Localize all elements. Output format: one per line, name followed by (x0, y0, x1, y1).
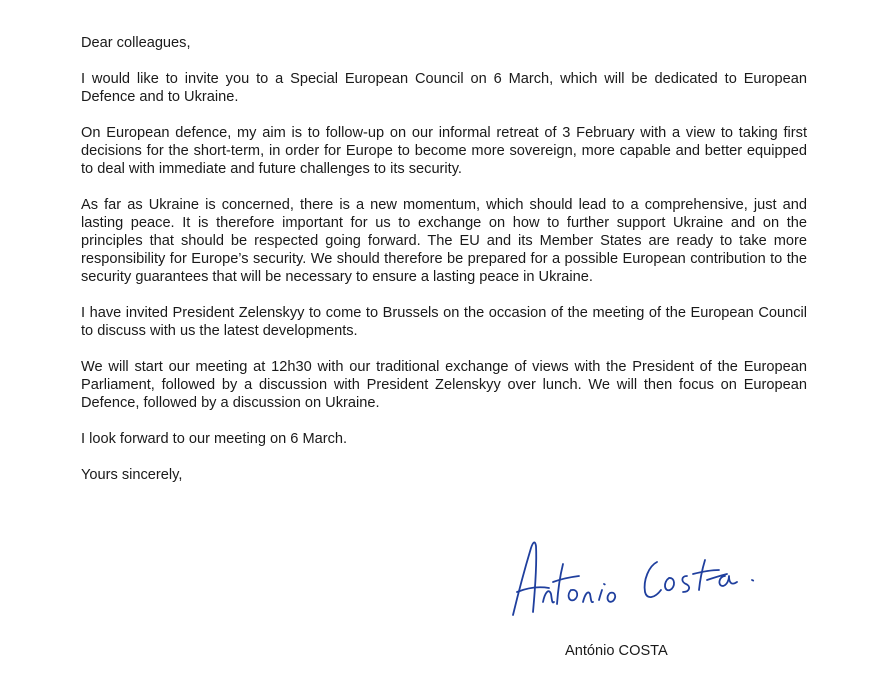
paragraph-ukraine: As far as Ukraine is concerned, there is a new momentum, which should lead to a comprehensive, just and lasting peace. It is therefore important for us to exchange on how to further support Ukraine and on the principles that should be respected going forward. The EU and its Member States are ready to take more responsibility for Europe’s security. We should therefore be prepared for a possible European contribution to the security guarantees that will be necessary to ensure a lasting peace in Ukraine. (81, 197, 807, 285)
signature-drawing (505, 530, 785, 630)
closing: Yours sincerely, (81, 467, 183, 483)
handwritten-signature (505, 530, 785, 630)
letter-body (81, 34, 807, 502)
signer-name: António COSTA (565, 643, 668, 659)
salutation: Dear colleagues, (81, 35, 191, 51)
paragraph-invitation: I would like to invite you to a Special European Council on 6 March, which will be dedicated to European Defence and to Ukraine. (81, 71, 807, 105)
paragraph-schedule: We will start our meeting at 12h30 with our traditional exchange of views with the President of the European Parliament, followed by a discussion with President Zelenskyy over lunch. We will then focus on European Defence, followed by a discussion on Ukraine. (81, 359, 807, 411)
paragraph-zelenskyy: I have invited President Zelenskyy to come to Brussels on the occasion of the meeting of the European Council to discuss with us the latest developments. (81, 305, 807, 339)
paragraph-defence: On European defence, my aim is to follow-up on our informal retreat of 3 February with a view to taking first decisions for the short-term, in order for Europe to become more sovereign, more capable and better equipped to deal with immediate and future challenges to its security. (81, 125, 807, 177)
paragraph-closing-remark: I look forward to our meeting on 6 March. (81, 431, 348, 447)
